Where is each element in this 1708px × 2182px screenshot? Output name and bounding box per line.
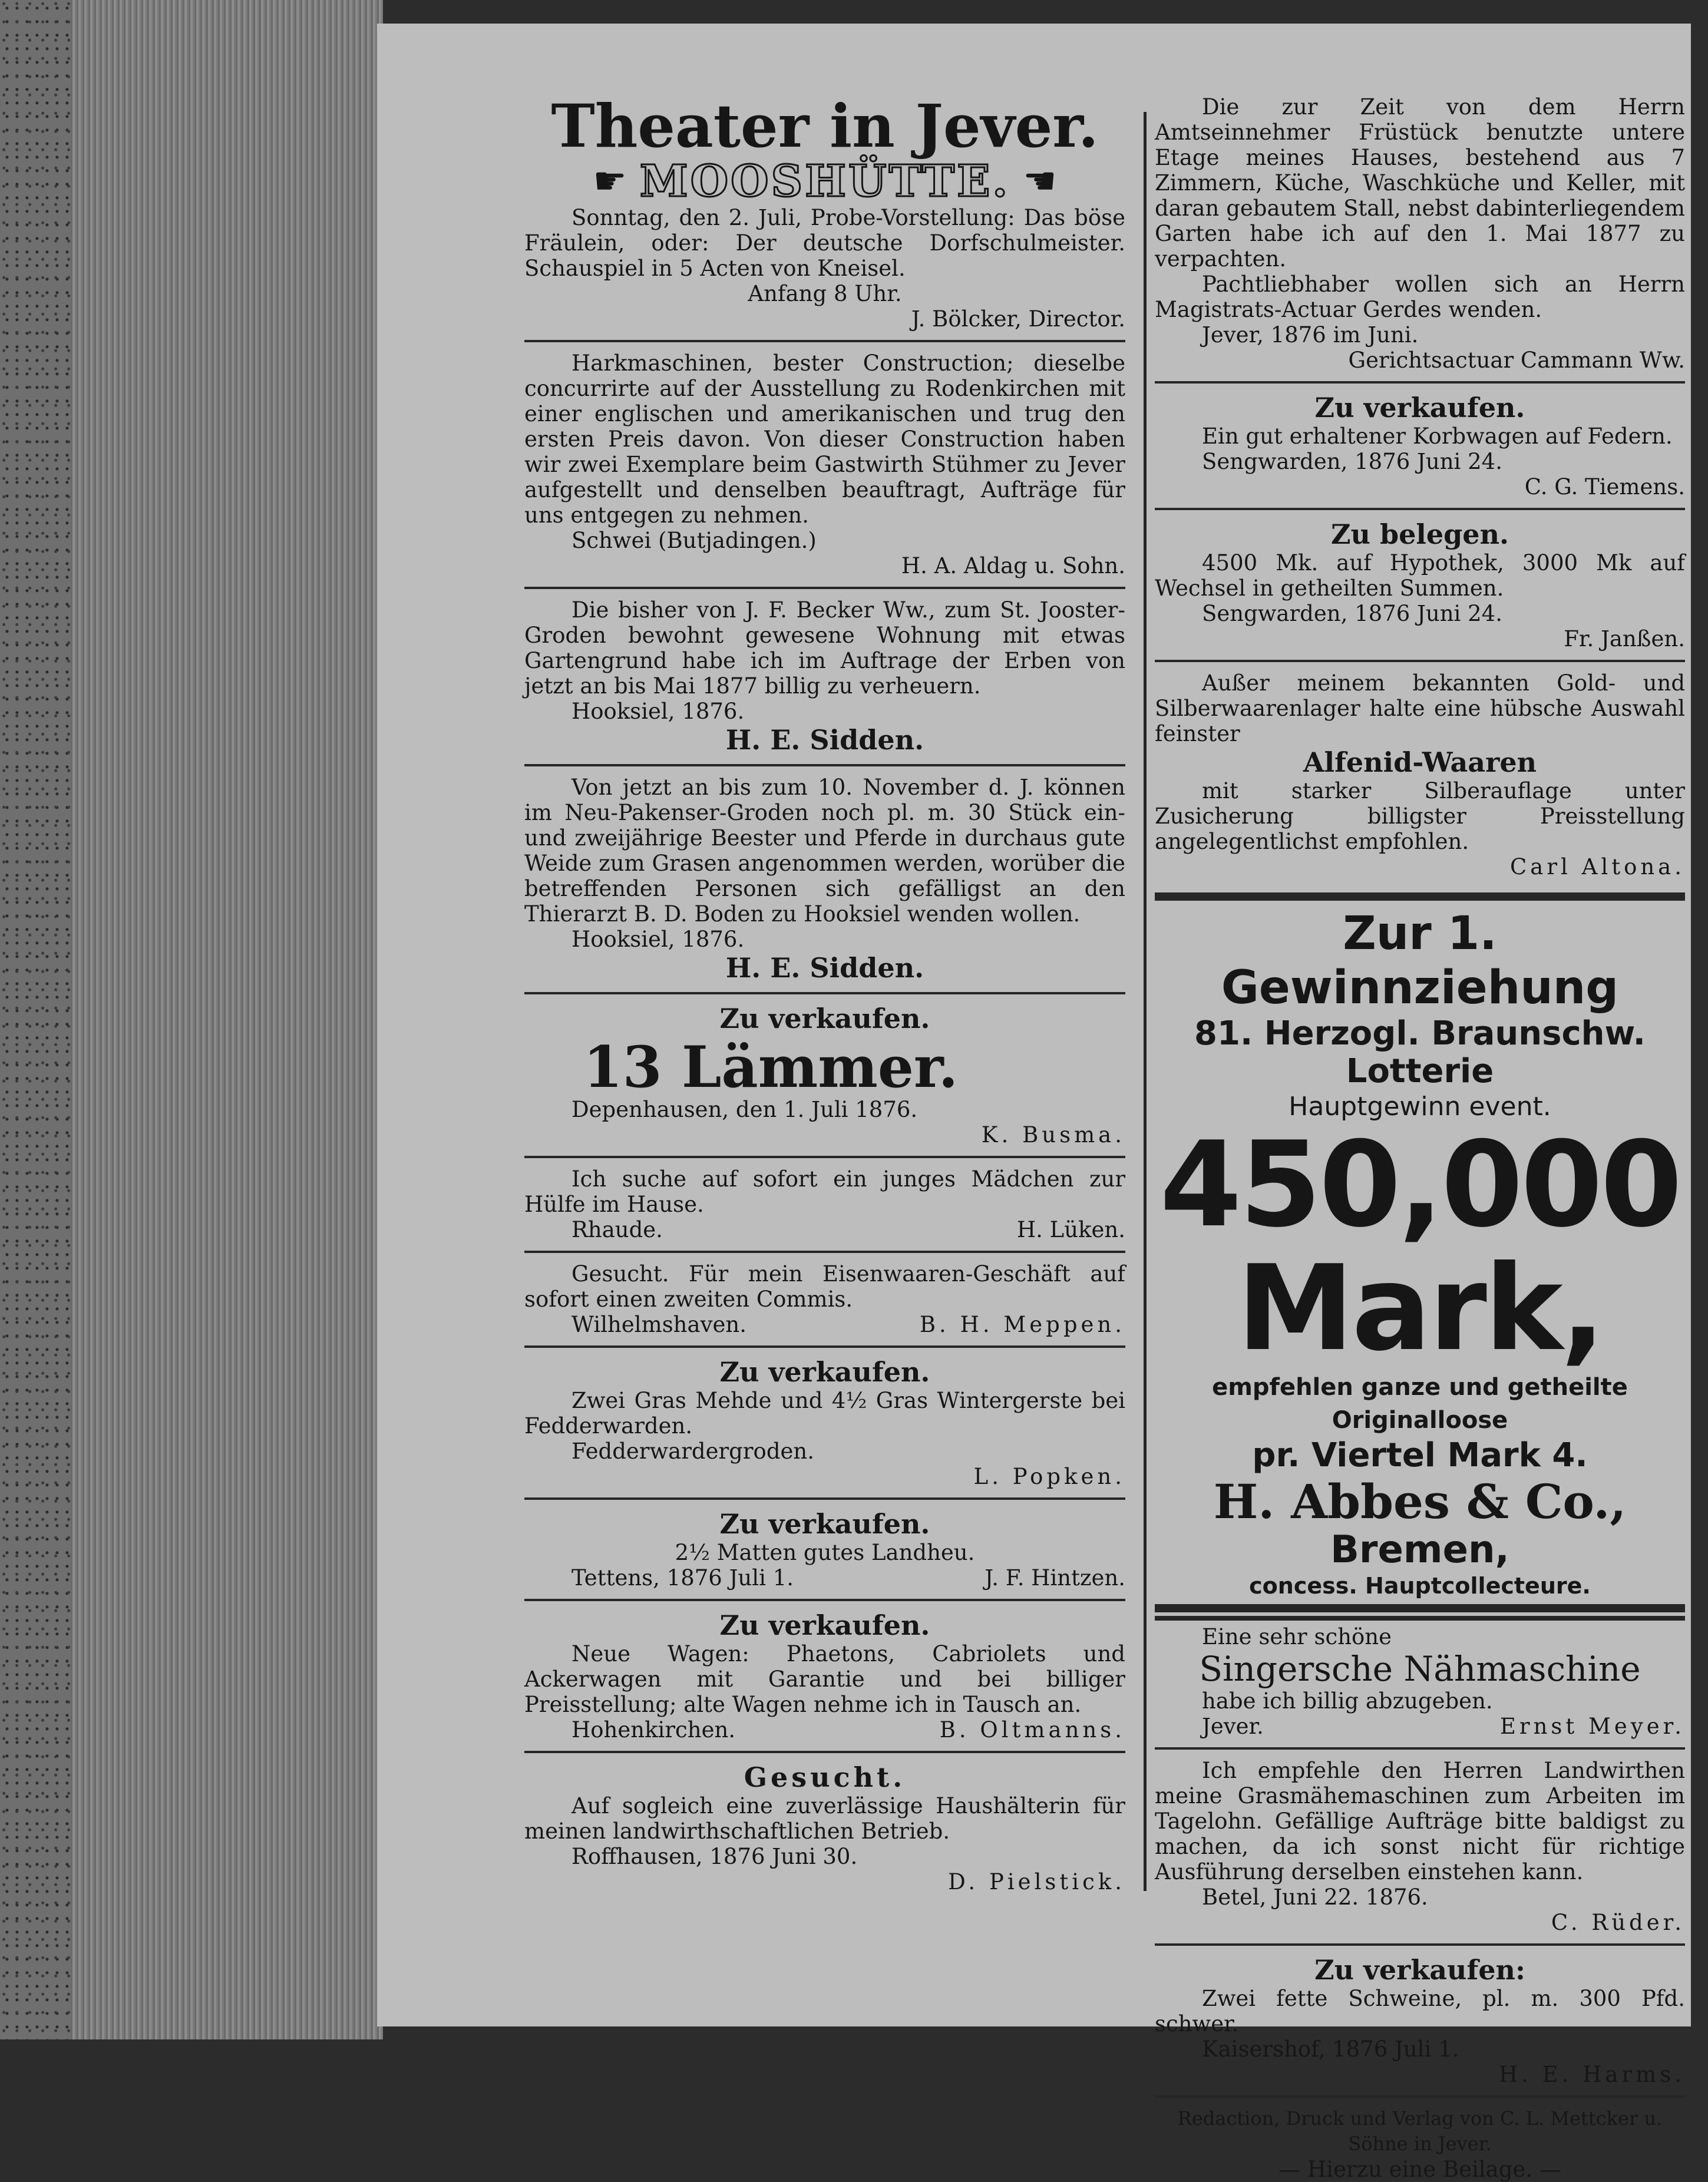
ad-gras-signature: L. Popken.: [973, 1464, 1125, 1489]
ad-haushaelterin-heading: Gesucht.: [744, 1761, 906, 1793]
book-page-edges: [0, 0, 383, 2039]
ad-hypothek-heading: Zu belegen.: [1330, 518, 1509, 550]
separator: [524, 1251, 1125, 1253]
thick-separator: [1155, 1604, 1685, 1612]
separator: [524, 1599, 1125, 1601]
ad-laemmer-heading: Zu verkaufen.: [719, 1003, 930, 1034]
footer-imprint: Redaction, Druck und Verlag von C. L. Mettcker u. Söhne in Jever.: [1177, 2107, 1663, 2155]
ad-schweine-heading: Zu verkaufen:: [1314, 1954, 1525, 1986]
ad-wagen-signature: B. Oltmanns.: [939, 1717, 1125, 1743]
lottery-price: pr. Viertel Mark 4.: [1252, 1436, 1588, 1474]
separator: [524, 1156, 1125, 1158]
ad-singer-footer: [1155, 1714, 1685, 1739]
ad-etage-place: Jever, 1876 im Juni.: [1202, 322, 1419, 348]
mooshuette-banner: [524, 158, 1125, 205]
ad-grasmaeher-signature: C. Rüder.: [1551, 1910, 1685, 1935]
ad-commis-place: Wilhelmshaven.: [571, 1312, 746, 1337]
ad-haushaelterin-signature: D. Pielstick.: [948, 1869, 1125, 1895]
separator: [524, 340, 1125, 342]
separator: [1155, 508, 1685, 510]
column-divider: [1144, 112, 1147, 1891]
ad-alfenid-title: Alfenid-Waaren: [1303, 746, 1537, 778]
ad-wagen-place: Hohenkirchen.: [571, 1717, 736, 1743]
ad-commis-text: Gesucht. Für mein Eisenwaaren-Geschäft auf sofort einen zweiten Commis.: [524, 1261, 1125, 1312]
separator: [524, 1751, 1125, 1753]
ad-maedchen-text: Ich suche auf sofort ein junges Mädchen zur Hülfe im Hause.: [524, 1166, 1125, 1217]
ad-korbwagen-text: Ein gut erhaltener Korbwagen auf Federn.: [1202, 424, 1673, 449]
separator: [1155, 2095, 1685, 2098]
lottery-name: 81. Herzogl. Braunschw. Lotterie: [1194, 1014, 1646, 1090]
ad-laemmer-place: Depenhausen, den 1. Juli 1876.: [571, 1097, 918, 1122]
ad-wagen-heading: Zu verkaufen.: [719, 1609, 930, 1641]
ad-harkmaschinen-signature: H. A. Aldag u. Sohn.: [901, 553, 1125, 578]
ad-gras-heading: Zu verkaufen.: [719, 1356, 930, 1388]
ad-commis-footer: [524, 1312, 1125, 1337]
theater-time: Anfang 8 Uhr.: [748, 281, 902, 306]
thick-separator: [1155, 892, 1685, 901]
pointing-hand-right-icon: ☛: [593, 160, 627, 203]
ad-wohnung-text: Die bisher von J. F. Becker Ww., zum St. Jooster-Groden bewohnt gewesene Wohnung mit etwas Gartengrund habe ich im Auftrage der Erben von jetzt an bis Mai 1877 billig zu verheuern.: [524, 597, 1125, 699]
ad-schweine-text: Zwei fette Schweine, pl. m. 300 Pfd. schwer.: [1155, 1986, 1685, 2036]
ad-singer-title: Singersche Nähmaschine: [1199, 1649, 1641, 1689]
ad-singer-place: Jever.: [1202, 1714, 1264, 1739]
ad-laemmer-signature: K. Busma.: [981, 1122, 1125, 1148]
ad-alfenid-text2: mit starker Silberauflage unter Zusicherung billigster Preisstellung angelegentlichst empfohlen.: [1155, 778, 1685, 854]
theater-title: Theater in Jever.: [551, 91, 1099, 161]
footer-supplement: — Hierzu eine Beilage. —: [1278, 2157, 1561, 2182]
ad-alfenid-text: Außer meinem bekannten Gold- und Silberwaarenlager halte eine hübsche Auswahl feinster: [1155, 670, 1685, 746]
separator: [1155, 660, 1685, 662]
ad-commis-signature: B. H. Meppen.: [919, 1312, 1125, 1337]
ad-korbwagen-place: Sengwarden, 1876 Juni 24.: [1202, 449, 1502, 474]
ad-landheu-signature: J. F. Hintzen.: [985, 1565, 1125, 1591]
ad-korbwagen-signature: C. G. Tiemens.: [1524, 474, 1685, 500]
lottery-role: concess. Hauptcollecteure.: [1249, 1573, 1591, 1599]
thick-separator: [1155, 1616, 1685, 1621]
ad-laemmer-title: 13 Lämmer.: [583, 1034, 959, 1100]
ad-gras-place: Fedderwardergroden.: [571, 1439, 815, 1464]
ad-harkmaschinen-place: Schwei (Butjadingen.): [571, 528, 817, 553]
ad-etage-text2: Pachtliebhaber wollen sich an Herrn Magistrats-Actuar Gerdes wenden.: [1155, 272, 1685, 322]
ad-singer-text: habe ich billig abzugeben.: [1202, 1688, 1493, 1714]
lottery-heading: Zur 1. Gewinnziehung: [1221, 907, 1619, 1014]
lottery-city: Bremen,: [1330, 1528, 1509, 1572]
separator: [524, 587, 1125, 589]
ad-hypothek-signature: Fr. Janßen.: [1564, 626, 1685, 652]
ad-hypothek-place: Sengwarden, 1876 Juni 24.: [1202, 601, 1502, 626]
separator: [1155, 1747, 1685, 1750]
ad-singer-signature: Ernst Meyer.: [1499, 1714, 1685, 1739]
mooshuette-title: MOOSHÜTTE.: [639, 156, 1010, 207]
ad-weide-text: Von jetzt an bis zum 10. November d. J. können im Neu-Pakenser-Groden noch pl. m. 30 Stück ein- und zweijährige Beester und Pferde in durchaus gute Weide zum Grasen angenommen werden, worüber die betreffenden Personen sich gefälligst an den Thierarzt B. D. Boden zu Hooksiel wenden wollen.: [524, 775, 1125, 927]
ad-grasmaeher-place: Betel, Juni 22. 1876.: [1202, 1885, 1428, 1910]
ad-maedchen-footer: [524, 1217, 1125, 1242]
ad-etage-text: Die zur Zeit von dem Herrn Amtseinnehmer Früstück benutzte untere Etage meines Hauses, bestehend aus 7 Zimmern, Küche, Waschküche und Keller, mit daran gebautem Stall, nebst dabinterliegendem Garten habe ich auf den 1. Mai 1877 zu verpachten.: [1155, 94, 1685, 272]
right-column: [1155, 94, 1685, 2182]
separator: [524, 992, 1125, 994]
ad-alfenid-signature: Carl Altona.: [1510, 854, 1685, 880]
ad-schweine-signature: H. E. Harms.: [1498, 2062, 1685, 2087]
pointing-hand-left-icon: ☚: [1023, 160, 1057, 203]
separator: [1155, 381, 1685, 383]
separator: [1155, 1943, 1685, 1946]
newspaper-page: [377, 24, 1691, 2182]
ad-wohnung-signature: H. E. Sidden.: [725, 724, 924, 756]
ad-landheu-place: Tettens, 1876 Juli 1.: [571, 1565, 794, 1591]
lottery-text: empfehlen ganze und getheilte Originalloose: [1212, 1374, 1628, 1434]
ad-haushaelterin-place: Roffhausen, 1876 Juni 30.: [571, 1844, 858, 1869]
ad-wagen-footer: [524, 1717, 1125, 1743]
separator: [524, 1345, 1125, 1348]
ad-maedchen-place: Rhaude.: [571, 1217, 663, 1242]
ad-korbwagen-heading: Zu verkaufen.: [1314, 392, 1525, 424]
ad-landheu-footer: [524, 1565, 1125, 1591]
ad-wagen-text: Neue Wagen: Phaetons, Cabriolets und Ackerwagen mit Garantie und bei billiger Preisstellung; alte Wagen nehme ich in Tausch an.: [524, 1641, 1125, 1717]
ad-grasmaeher-text: Ich empfehle den Herren Landwirthen meine Grasmähemaschinen zum Arbeiten im Tagelohn. Gefällige Aufträge bitte baldigst zu machen, da ich sonst nicht für richtige Ausführung derselben einstehen kann.: [1155, 1758, 1685, 1885]
ad-hypothek-text: 4500 Mk. auf Hypothek, 3000 Mk auf Wechsel in getheilten Summen.: [1155, 550, 1685, 601]
lottery-amount: 450,000 Mark,: [1159, 1116, 1680, 1377]
ad-haushaelterin-text: Auf sogleich eine zuverlässige Haushälterin für meinen landwirthschaftlichen Betrieb.: [524, 1793, 1125, 1844]
left-column: [524, 91, 1125, 1895]
ad-singer-intro: Eine sehr schöne: [1202, 1624, 1392, 1649]
ad-weide-signature: H. E. Sidden.: [725, 952, 924, 984]
ad-weide-place: Hooksiel, 1876.: [571, 927, 745, 952]
ad-etage-signature: Gerichtsactuar Cammann Ww.: [1348, 348, 1685, 373]
ad-landheu-heading: Zu verkaufen.: [719, 1508, 930, 1540]
theater-signature: J. Bölcker, Director.: [911, 306, 1125, 332]
separator: [524, 1497, 1125, 1500]
ad-maedchen-signature: H. Lüken.: [1016, 1217, 1125, 1242]
theater-text: Sonntag, den 2. Juli, Probe-Vorstellung: Das böse Fräulein, oder: Der deutsche Dorfschulmeister. Schauspiel in 5 Acten von Kneisel.: [524, 205, 1125, 281]
lottery-firm: H. Abbes & Co.,: [1213, 1474, 1627, 1529]
ad-harkmaschinen-text: Harkmaschinen, bester Construction; dieselbe concurrirte auf der Ausstellung zu Rodenkirchen mit einer englischen und amerikanischen und trug den ersten Preis davon. Von dieser Construction haben wir zwei Exemplare beim Gastwirth Stühmer zu Jever aufgestellt und denselben beauftragt, Aufträge für uns entgegen zu nehmen.: [524, 351, 1125, 528]
ad-schweine-place: Kaisershof, 1876 Juli 1.: [1202, 2036, 1459, 2062]
ad-wohnung-place: Hooksiel, 1876.: [571, 699, 745, 724]
lottery-subheading: Hauptgewinn event.: [1289, 1092, 1551, 1122]
ad-gras-text: Zwei Gras Mehde und 4½ Gras Wintergerste bei Fedderwarden.: [524, 1388, 1125, 1439]
ad-landheu-text: 2½ Matten gutes Landheu.: [675, 1540, 975, 1565]
separator: [524, 764, 1125, 766]
